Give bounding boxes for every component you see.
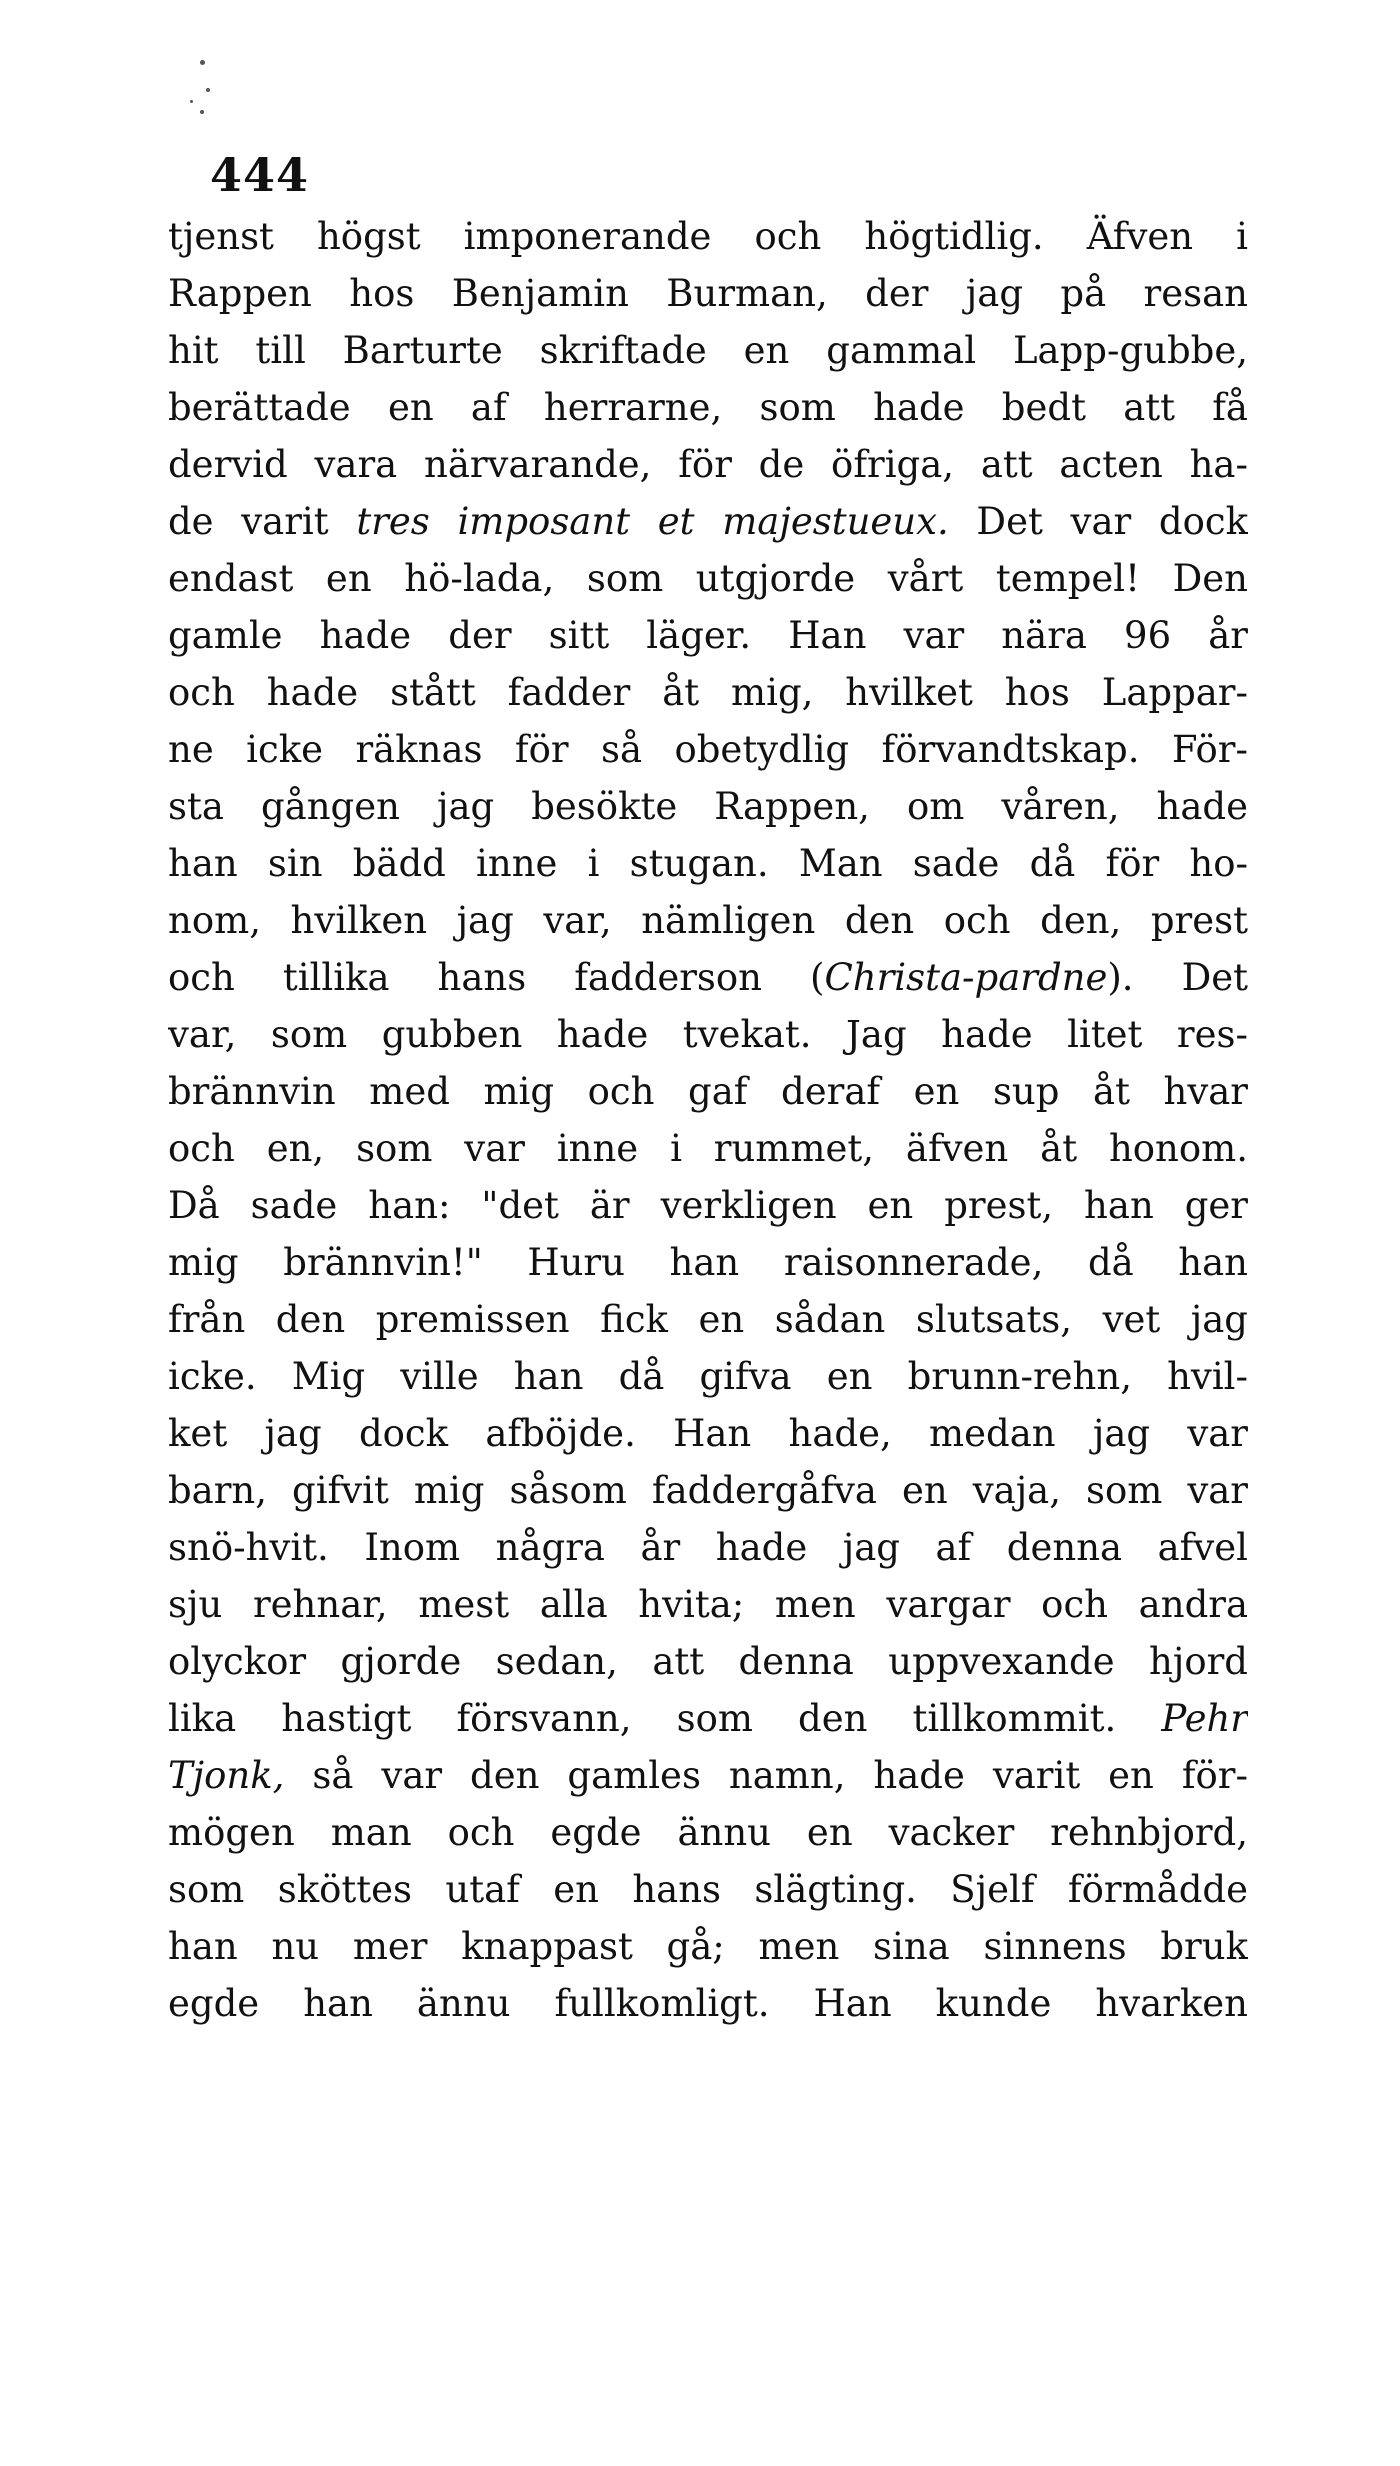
page-number: 444	[210, 148, 310, 202]
text-line: och hade stått fadder åt mig, hvilket hos Lappar-	[168, 671, 1248, 714]
text-line: snö-hvit. Inom några år hade jag af denna afvel	[168, 1526, 1248, 1569]
text-line: ket jag dock afböjde. Han hade, medan jag var	[168, 1412, 1248, 1455]
text-line: ne icke räknas för så obetydlig förvandtskap. För-	[168, 728, 1248, 771]
italic-phrase: tres imposant et majestueux.	[356, 500, 949, 543]
text-line: dervid vara närvarande, för de öfriga, att acten ha-	[168, 443, 1248, 486]
text-line: som sköttes utaf en hans slägting. Sjelf förmådde	[168, 1868, 1248, 1911]
text-line: Då sade han: "det är verkligen en prest, han ger	[168, 1184, 1248, 1227]
text-line: barn, gifvit mig såsom faddergåfva en vaja, som var	[168, 1469, 1248, 1512]
text-line: de varit tres imposant et majestueux. Det var dock	[168, 500, 1248, 543]
text-line: olyckor gjorde sedan, att denna uppvexande hjord	[168, 1640, 1248, 1683]
text-line: han nu mer knappast gå; men sina sinnens bruk	[168, 1925, 1248, 1968]
speck-mark	[206, 88, 210, 92]
text-line: nom, hvilken jag var, nämligen den och den, prest	[168, 899, 1248, 942]
text-line: var, som gubben hade tvekat. Jag hade litet res-	[168, 1013, 1248, 1056]
text-line: Rappen hos Benjamin Burman, der jag på resan	[168, 272, 1248, 315]
text-line: från den premissen fick en sådan slutsats, vet jag	[168, 1298, 1248, 1341]
text-line: egde han ännu fullkomligt. Han kunde hvarken	[168, 1982, 1248, 2025]
speck-mark	[190, 100, 193, 103]
italic-phrase: Pehr	[1161, 1697, 1248, 1740]
text-line: endast en hö-lada, som utgjorde vårt tempel! Den	[168, 557, 1248, 600]
text-line: gamle hade der sitt läger. Han var nära 96 år	[168, 614, 1248, 657]
text-line: tjenst högst imponerande och högtidlig. Äfven i	[168, 215, 1248, 258]
text-line: Tjonk, så var den gamles namn, hade varit en för-	[168, 1754, 1248, 1797]
text-line: lika hastigt försvann, som den tillkommit. Pehr	[168, 1697, 1248, 1740]
text-line: hit till Barturte skriftade en gammal Lapp-gubbe,	[168, 329, 1248, 372]
italic-phrase: Christa-pardne	[824, 956, 1108, 999]
text-line: sta gången jag besökte Rappen, om våren, hade	[168, 785, 1248, 828]
body-text	[168, 208, 1248, 2032]
text-line: och tillika hans fadderson (Christa-pardne). Det	[168, 956, 1248, 999]
speck-mark	[200, 60, 205, 65]
text-line: berättade en af herrarne, som hade bedt att få	[168, 386, 1248, 429]
speck-mark	[200, 110, 204, 114]
text-line: brännvin med mig och gaf deraf en sup åt hvar	[168, 1070, 1248, 1113]
text-line: och en, som var inne i rummet, äfven åt honom.	[168, 1127, 1248, 1170]
italic-phrase: Tjonk,	[168, 1754, 285, 1797]
text-line: mögen man och egde ännu en vacker rehnbjord,	[168, 1811, 1248, 1854]
text-line: icke. Mig ville han då gifva en brunn-rehn, hvil-	[168, 1355, 1248, 1398]
text-line: sju rehnar, mest alla hvita; men vargar och andra	[168, 1583, 1248, 1626]
text-line: mig brännvin!" Huru han raisonnerade, då han	[168, 1241, 1248, 1284]
text-line: han sin bädd inne i stugan. Man sade då för ho-	[168, 842, 1248, 885]
